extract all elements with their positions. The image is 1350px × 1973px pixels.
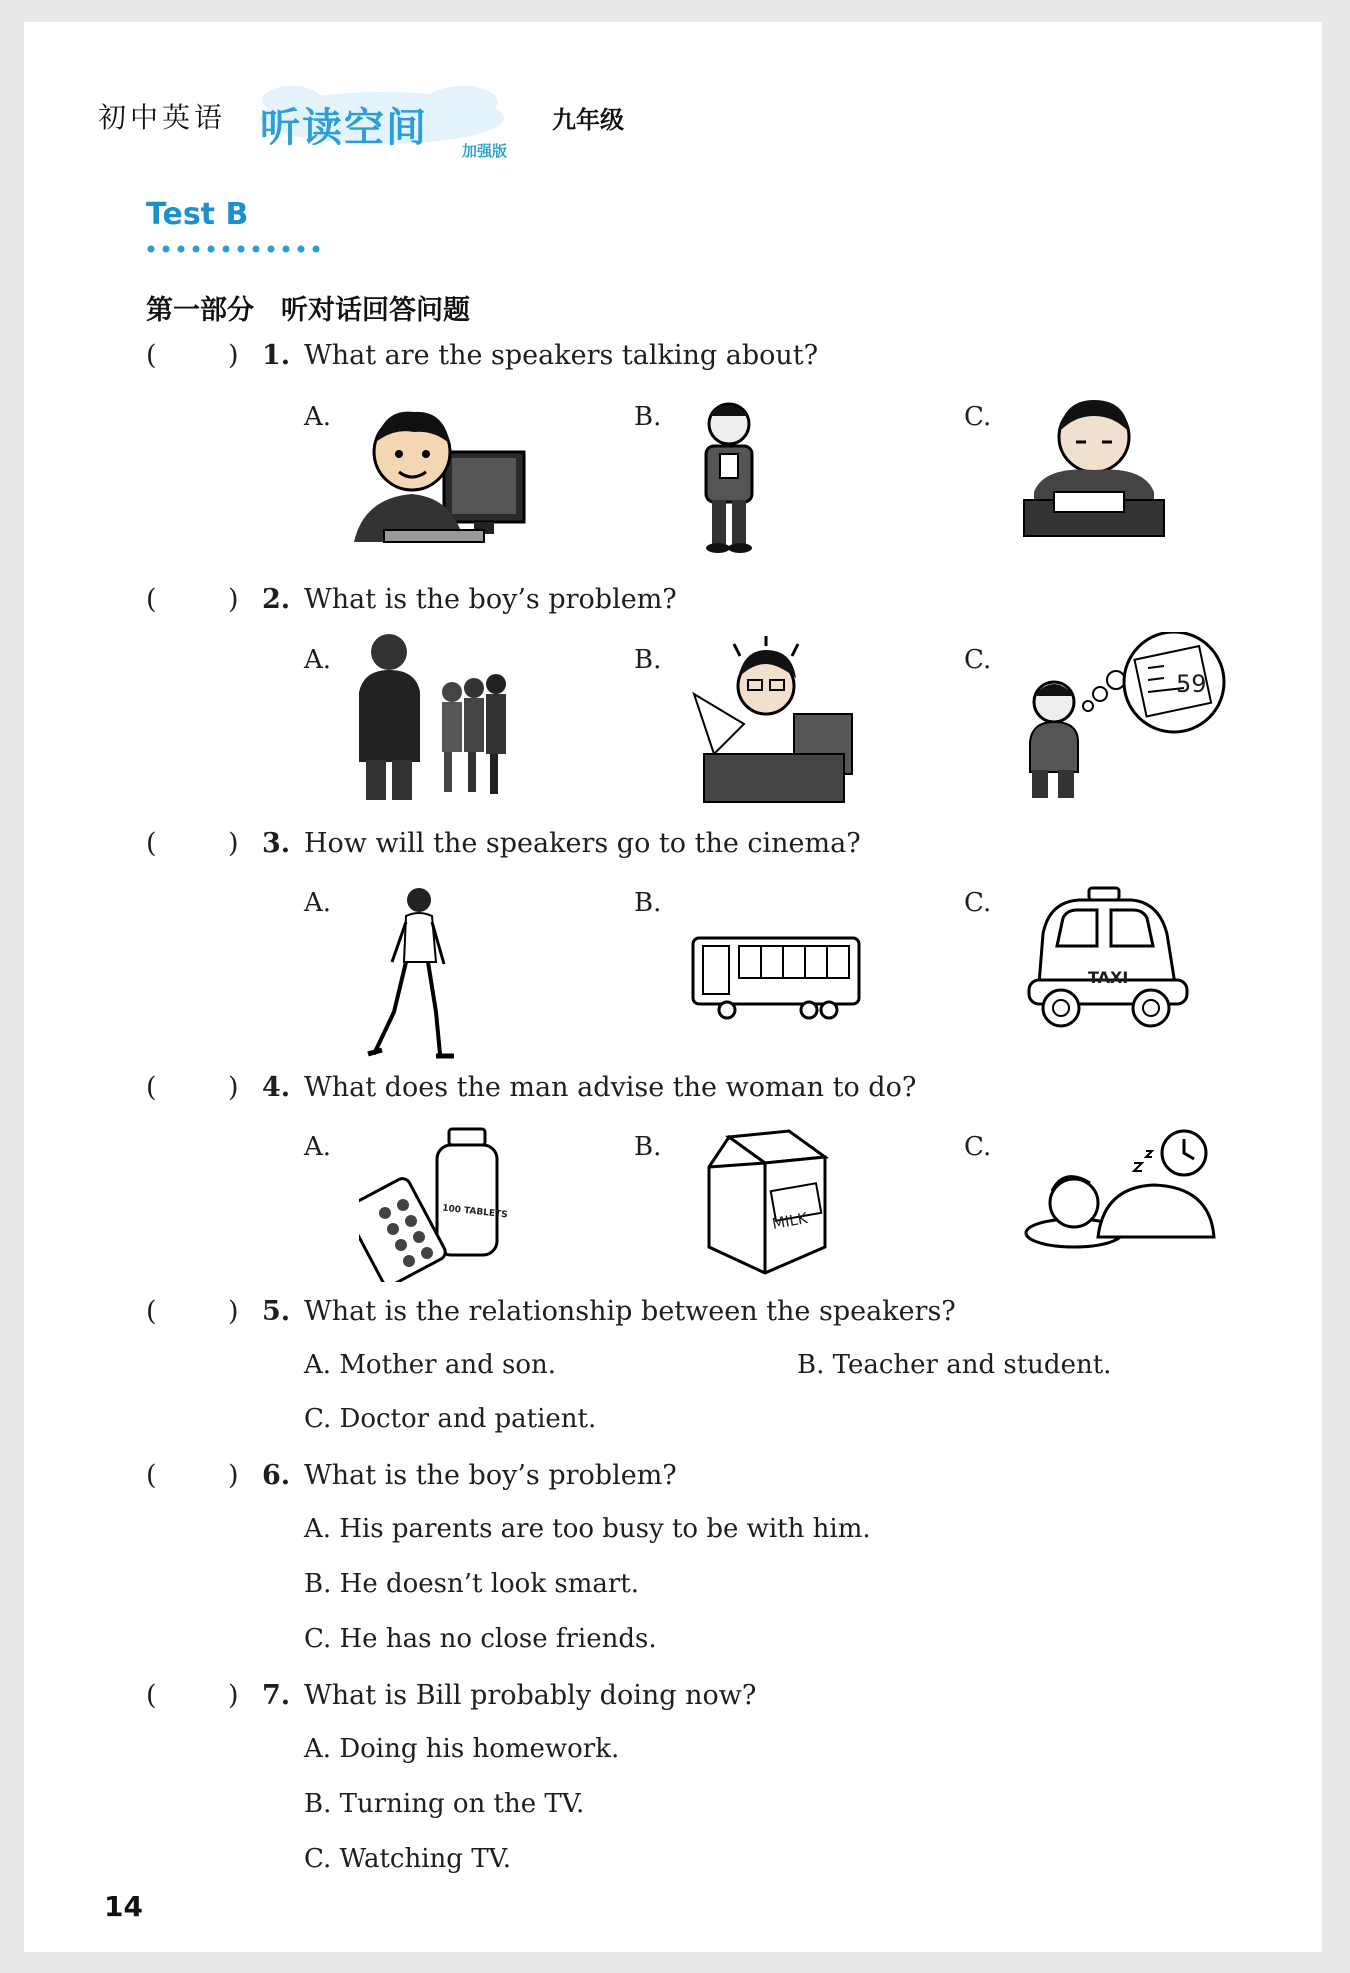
answer-blank-close: ) [228,340,239,371]
answer-blank-open[interactable]: ( [146,584,157,615]
option-label: A. [304,402,332,432]
answer-blank-close: ) [228,1072,239,1103]
answer-blank-close: ) [228,1680,239,1711]
option-text: Watching TV. [339,1844,512,1874]
question-text: What is the boy’s problem? [304,1460,677,1491]
answer-blank-open[interactable]: ( [146,340,157,371]
answer-blank-close: ) [228,584,239,615]
milk-carton-icon [699,1127,834,1277]
option-text: He has no close friends. [339,1624,657,1654]
option-label: B. [634,1132,662,1162]
option-label: A. [304,645,332,675]
option-label: B. [304,1789,332,1819]
option-a[interactable] [304,1514,871,1544]
option-text: He doesn’t look smart. [339,1569,639,1599]
question-number: 5. [262,1296,291,1327]
option-text: Doctor and patient. [339,1404,597,1434]
question-4 [146,1072,1246,1112]
option-label: C. [304,1844,332,1874]
page-number: 14 [104,1890,143,1923]
option-label: B. [304,1569,332,1599]
question-number: 6. [262,1460,291,1491]
option-text: Doing his homework. [339,1734,620,1764]
answer-blank-open[interactable]: ( [146,1680,157,1711]
question-2 [146,584,1246,624]
question-3 [146,828,1246,868]
question-text: What is the boy’s problem? [304,584,677,615]
part-title: 第一部分 听对话回答问题 [146,295,470,326]
edition-label: 加强版 [462,142,508,160]
option-label: B. [634,888,662,918]
dotted-underline [146,244,326,254]
answer-blank-close: ) [228,1460,239,1491]
option-label: A. [304,888,332,918]
bus-icon [689,932,864,1024]
option-text: His parents are too busy to be with him. [339,1514,871,1544]
option-b[interactable] [797,1350,1111,1380]
question-text: What is the relationship between the speakers? [304,1296,956,1327]
grade-label: 九年级 [552,106,624,134]
boy-computer-icon [344,402,544,552]
book-header [72,52,772,160]
option-c[interactable] [304,1404,596,1434]
question-number: 1. [262,340,291,371]
boy-eating-icon [684,394,774,554]
question-number: 7. [262,1680,291,1711]
question-number: 3. [262,828,291,859]
worried-boy-score-icon [1014,632,1234,802]
option-label: B. [634,402,662,432]
medicine-icon [359,1127,514,1282]
question-number: 4. [262,1072,291,1103]
option-label: A. [304,1350,332,1380]
question-7 [146,1680,1246,1720]
option-label: A. [304,1132,332,1162]
option-label: C. [964,402,992,432]
answer-blank-open[interactable]: ( [146,828,157,859]
walking-man-icon [364,882,474,1062]
option-label: C. [964,645,992,675]
option-text: Teacher and student. [832,1350,1112,1380]
answer-blank-open[interactable]: ( [146,1072,157,1103]
answer-blank-open[interactable]: ( [146,1296,157,1327]
answer-blank-open[interactable]: ( [146,1460,157,1491]
question-text: What is Bill probably doing now? [304,1680,757,1711]
option-b[interactable] [304,1789,584,1819]
question-number: 2. [262,584,291,615]
option-label: C. [964,888,992,918]
question-text: What does the man advise the woman to do? [304,1072,917,1103]
taxi-icon [1019,884,1194,1034]
option-text: Turning on the TV. [339,1789,585,1819]
option-a[interactable] [304,1734,619,1764]
milk-label: MILK [770,1209,809,1233]
option-b[interactable] [304,1569,639,1599]
taxi-sign: TAXI [1088,968,1129,987]
option-label: C. [304,1624,332,1654]
option-label: C. [964,1132,992,1162]
score-text: 59 [1176,670,1207,698]
series-title: 初中英语 [98,101,227,134]
question-text: What are the speakers talking about? [304,340,819,371]
question-1 [146,340,1246,380]
option-label: B. [797,1350,825,1380]
option-label: A. [304,1734,332,1764]
answer-blank-close: ) [228,1296,239,1327]
option-label: B. [634,645,662,675]
question-text: How will the speakers go to the cinema? [304,828,861,859]
sleeping-woman-icon [1024,1127,1219,1257]
answer-blank-close: ) [228,828,239,859]
bottle-label: 100 TABLETS [441,1203,509,1221]
option-label: A. [304,1514,332,1544]
question-5 [146,1296,1246,1336]
tired-student-icon [1014,392,1174,542]
option-text: Mother and son. [339,1350,557,1380]
stressed-student-icon [674,634,854,804]
logo-text: 听读空间 [260,105,428,151]
test-title: Test B [146,197,249,232]
question-6 [146,1460,1246,1500]
option-a[interactable] [304,1350,556,1380]
option-c[interactable] [304,1844,511,1874]
option-label: C. [304,1404,332,1434]
page [24,22,1322,1952]
lonely-boy-photo-icon [344,622,514,802]
option-c[interactable] [304,1624,657,1654]
